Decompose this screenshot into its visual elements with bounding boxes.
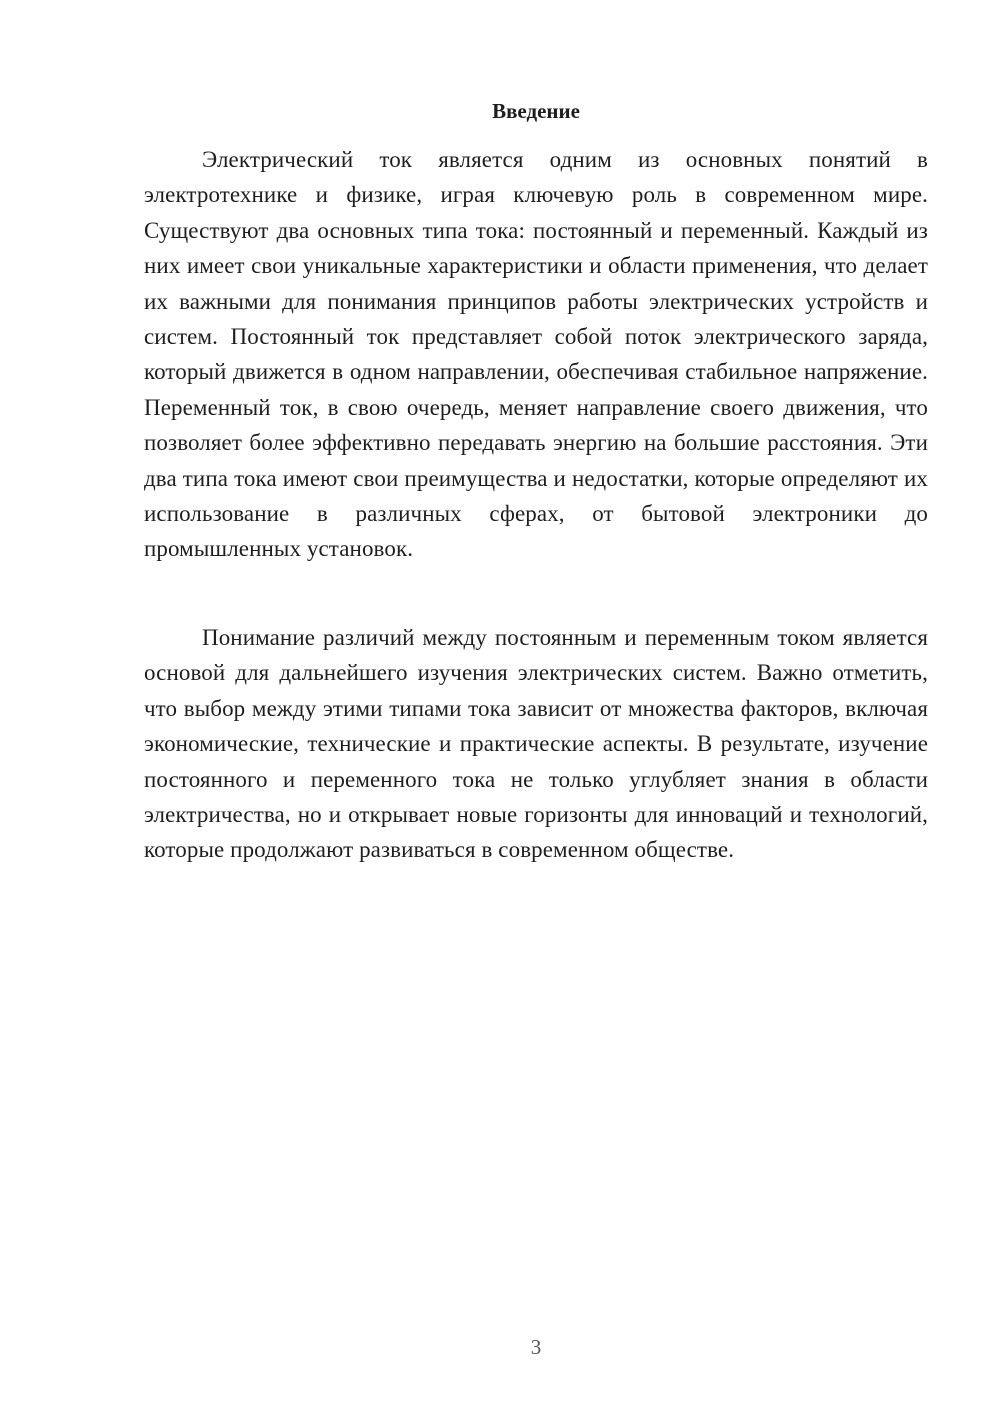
body-paragraph-1: Электрический ток является одним из основных понятий в электротехнике и физике, играя ключевую роль в современном мире. Существуют два основных типа тока: постоянный и переменный. Каждый из них имеет свои уникальные характеристики и области применения, что делает их важными для понимания принципов работы электрических устройств и систем. Постоянный ток представляет собой поток электрического заряда, который движется в одном направлении, обеспечивая стабильное напряжение. Переменный ток, в свою очередь, меняет направление своего движения, что позволяет более эффективно передавать энергию на большие расстояния. Эти два типа тока имеют свои преимущества и недостатки, которые определяют их использование в различных сферах, от бытовой электроники до промышленных установок.: [144, 147, 928, 562]
section-title: Введение: [492, 99, 580, 123]
paragraph-block-2: [144, 620, 928, 868]
page-number: 3: [530, 1335, 542, 1359]
paragraph-block-1: [144, 142, 928, 567]
body-paragraph-2: Понимание различий между постоянным и переменным током является основой для дальнейшего изучения электрических систем. Важно отметить, что выбор между этими типами тока зависит от множества факторов, включая экономические, технические и практические аспекты. В результате, изучение постоянного и переменного тока не только углубляет знания в области электричества, но и открывает новые горизонты для инноваций и технологий, которые продолжают развиваться в современном обществе.: [144, 625, 928, 863]
